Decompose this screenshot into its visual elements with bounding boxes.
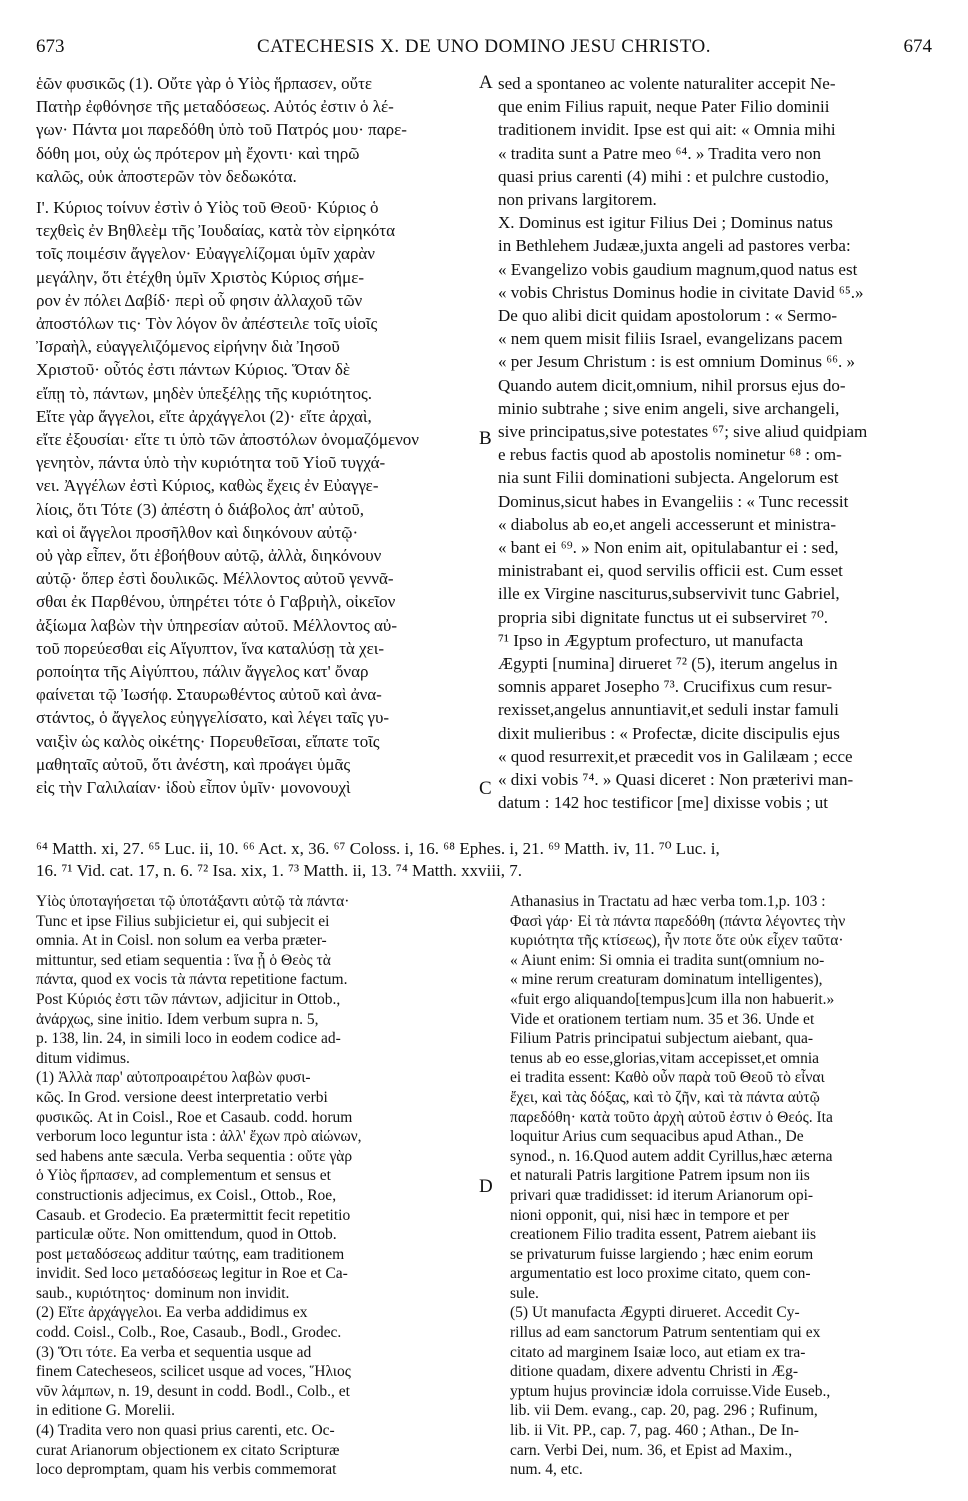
latin-text-line: minio subtrahe ; sive enim angeli, sive archangeli, <box>498 398 840 418</box>
note-line: Tunc et ipse Filius subjicietur ei, qui subjecit ei <box>36 912 330 930</box>
greek-text-line: ἀποστόλων τις· Τὸν λόγον ὃν ἀπέστειλε τοῖς υἱοῖς <box>36 314 378 334</box>
latin-text-line: quasi prius carenti (4) mihi : et pulchre custodio, <box>498 166 829 186</box>
latin-text-line: « per Jesum Christum : is est omnium Dominus ⁶⁶. » <box>498 352 856 372</box>
greek-text-line: Εἴτε γὰρ ἄγγελοι, εἴτε ἀρχάγγελοι (2)· εἴτε ἀρχαὶ, <box>36 406 372 426</box>
note-line: κῶς. In Grod. versione deest interpretatio verbi <box>36 1088 328 1106</box>
margin-letter-d: D <box>479 1176 493 1197</box>
note-line: ditum vidimus. <box>36 1049 130 1067</box>
latin-text-line: sed a spontaneo ac volente naturaliter accepit Ne- <box>498 74 836 93</box>
greek-text-line: τοῖς ποιμέσιν ἄγγελον· Εὐαγγελίζομαι ὑμῖν χαρὰν <box>36 244 375 264</box>
latin-text-line: « nem quem misit filiis Israel, evangelizans pacem <box>498 329 843 349</box>
note-line: ἀνάρχως, sine initio. Idem verbum supra n. 5, <box>36 1010 319 1028</box>
note-line: « mine rerum creaturam dominatum intelligentes), <box>510 971 823 989</box>
note-line: Υἱὸς ὑποταγήσεται τῷ ὑποτάξαντι αὐτῷ τὰ πάντα· <box>36 893 350 910</box>
greek-text-line: καλῶς, οὐκ ἀποστερῶν τὸν δεδωκότα. <box>36 166 297 186</box>
latin-text-line: traditionem invidit. Ipse est qui ait: « Omnia mihi <box>498 120 836 140</box>
greek-text-line: μεγάλην, ὅτι ἐτέχθη ὑμῖν Χριστὸς Κύριος σήμε- <box>36 267 364 287</box>
running-title: CATECHESIS X. DE UNO DOMINO JESU CHRISTO. <box>256 36 711 57</box>
latin-text-line: que enim Filius rapuit, neque Pater Filio dominii <box>498 97 830 117</box>
note-line: rillus ad eam sanctorum Patrum sententiam qui ex <box>510 1324 821 1342</box>
note-line: ei tradita essent: Καθὸ οὖν παρὰ τοῦ Θεοῦ τὸ εἶναι <box>510 1069 825 1087</box>
greek-text-line: τοῦ πορεύεσθαι εἰς Αἴγυπτον, ἵνα καταλύσῃ τὰ χει- <box>36 638 384 658</box>
notes-left-column <box>36 892 486 1480</box>
note-line: « Aiunt enim: Si omnia ei tradita sunt(omnium no- <box>510 951 825 969</box>
greek-text-line: αὐτῷ· ὅπερ ἐστὶ δουλικῶς. Μέλλοντος αὐτοῦ γεννᾶ- <box>36 569 394 589</box>
latin-text-line: De quo alibi dicit quidam apostolorum : « Sermo- <box>498 306 838 326</box>
margin-letter-b: B <box>479 428 492 449</box>
note-line: argumentatio est loco proxime citato, quem con- <box>510 1265 811 1283</box>
note-line: (2) Εἴτε ἀρχάγγελοι. Ea verba addidimus ex <box>36 1304 308 1322</box>
note-line: (3) Ὅτι τότε. Ea verba et sequentia usque ad <box>36 1343 312 1361</box>
latin-text-line: dixit mulieribus : « Profectæ, dicite discipulis ejus <box>498 723 840 743</box>
note-line: (5) Ut manufacta Ægypti dirueret. Accedit Cy- <box>510 1304 800 1322</box>
latin-text-line: « dixi vobis ⁷⁴. » Quasi diceret : Non præterivi man- <box>498 770 854 790</box>
greek-text-line: τεχθεὶς ἐν Βηθλεὲμ τῆς Ἰουδαίας, κατὰ τὸν εἰρηκότα <box>36 221 396 241</box>
greek-text-line: μαθηταῖς αὐτοῦ, ὅτι ἀνέστη, καὶ προάγει ὑμᾶς <box>36 754 351 774</box>
latin-text-line: somnis apparet Josepho ⁷³. Crucifixus cum resur- <box>498 677 833 697</box>
note-line: loco depromptam, quam his verbis commemorat <box>36 1461 337 1479</box>
greek-text-line: ναιξὶν ὡς καλὸς οἰκέτης· Πορευθεῖσαι, εἴπατε τοῖς <box>36 731 380 751</box>
note-line: codd. Coisl., Colb., Roe, Casaub., Bodl., Grodec. <box>36 1324 342 1342</box>
greek-text-line: στάντος, ὁ ἄγγελος εὐηγγελίσατο, καὶ λέγει ταῖς γυ- <box>36 708 390 728</box>
notes-right-column <box>510 892 934 1480</box>
note-line: saub., κυριότητος· dominum non invidit. <box>36 1284 290 1302</box>
note-line: lib. vii Dem. evang., cap. 20, pag. 296 ; Rufinum, <box>510 1402 818 1420</box>
note-line: «fuit ergo aliquando[tempus]cum illa non habuerit.» <box>510 990 835 1008</box>
note-line: ditione quadam, dixere adventu Christi in Æg- <box>510 1363 798 1381</box>
latin-text-line: Quando autem dicit,omnium, nihil prorsus ejus do- <box>498 375 846 395</box>
greek-text-line: ρον ἐν πόλει Δαβίδ· περὶ οὗ φησιν ἀλλαχοῦ τῶν <box>36 290 363 310</box>
greek-text-line <box>36 188 484 196</box>
note-line: Φασὶ γάρ· Εἰ τὰ πάντα παρεδόθη (πάντα λέγοντες τὴν <box>510 912 846 930</box>
note-line: Casaub. et Grodecio. Ea prætermittit fecit repetitio <box>36 1206 351 1224</box>
greek-text-line: γενητὸν, πάντα ὑπὸ τὴν κυριότητα τοῦ Υἱοῦ τυγχά- <box>36 453 386 473</box>
note-line: φυσικῶς. At in Coisl., Roe et Casaub. codd. horum <box>36 1108 353 1126</box>
note-line: curat Arianorum objectionem ex citato Scripturæ <box>36 1441 340 1459</box>
greek-text-line: ἀξίωμα λαβὼν τὴν ὑπηρεσίαν αὐτοῦ. Μέλλοντος αὐ- <box>36 615 397 635</box>
latin-text-line: « Evangelizo vobis gaudium magnum,quod natus est <box>498 259 858 279</box>
note-line: carn. Verbi Dei, num. 36, et Epist ad Maxim., <box>510 1441 793 1459</box>
note-line: constructionis adjecimus, ex Coisl., Ottob., Roe, <box>36 1186 337 1204</box>
latin-text-line: X. Dominus est igitur Filius Dei ; Dominus natus <box>498 213 833 233</box>
latin-text-line: ille ex Virgine nasciturus,subservivit tunc Gabriel, <box>498 584 840 604</box>
greek-text-line: οὐ γὰρ εἶπεν, ὅτι ἐβοήθουν αὐτῷ, ἀλλὰ, διηκόνουν <box>36 546 382 566</box>
note-line: (4) Tradita vero non quasi prius carenti, etc. Oc- <box>36 1422 335 1440</box>
note-line: nioni opponit, qui, nisi hæc in tempore et per <box>510 1206 789 1224</box>
greek-text-line: Ἰσραὴλ, εὐαγγελιζόμενος εἰρήνην διὰ Ἰησοῦ <box>36 337 340 357</box>
note-line: num. 4, etc. <box>510 1461 583 1479</box>
greek-text-line: Χριστοῦ· οὗτός ἐστι πάντων Κύριος. Ὅταν δὲ <box>36 360 351 380</box>
footnote-reference-line: 16. ⁷¹ Vid. cat. 17, n. 6. ⁷² Isa. xix, 1. ⁷³ Matth. ii, 13. ⁷⁴ Matth. xxviii, 7. <box>36 861 523 880</box>
note-line: yptum hujus provinciæ idola corruisse.Vide Euseb., <box>510 1382 831 1400</box>
note-line: Filium Patris principatui subjectum aiebant, qua- <box>510 1030 814 1048</box>
note-line: se privaturum fuisse largiendo ; hæc enim eorum <box>510 1245 814 1263</box>
greek-text-line: λίοις, ὅτι Τότε (3) ἀπέστη ὁ διάβολος ἀπ' αὐτοῦ, <box>36 499 364 519</box>
footnote-references <box>36 838 936 882</box>
greek-text-line: Ι'. Κύριος τοίνυν ἐστὶν ὁ Υἱὸς τοῦ Θεοῦ· Κύριος ὁ <box>36 198 379 218</box>
latin-text-line: rexisset,angelus annuntiavit,et seduli instar famuli <box>498 700 839 720</box>
latin-text-line: nia sunt Filii dominationi subjecta. Angelorum est <box>498 468 839 488</box>
note-line: loquitur Arius cum sequacibus apud Athan., De <box>510 1128 804 1146</box>
note-line: post μεταδόσεως additur ταύτης, eam traditionem <box>36 1245 345 1263</box>
latin-text-line: e rebus factis quod ab apostolis nominetur ⁶⁸ : om- <box>498 445 842 465</box>
greek-text-line: νει. Ἀγγέλων ἐστὶ Κύριος, καθὼς ἔχεις ἐν Εὐαγγε- <box>36 476 379 496</box>
note-line: particulæ οὔτε. Non omittendum, quod in Ottob. <box>36 1226 337 1244</box>
greek-text-line: δόθη μοι, οὐχ ὡς πρότερον μὴ ἔχοντι· καὶ τηρῶ <box>36 143 360 163</box>
greek-text-column <box>36 72 484 799</box>
note-line: creationem Filio tradita essent, Patrem aiebant iis <box>510 1226 817 1244</box>
margin-letter-c: C <box>479 778 492 799</box>
note-line: in editione G. Morelii. <box>36 1402 176 1420</box>
greek-text-line: εἴπῃ τὸ, πάντων, μηδὲν ὑπεξέλῃς τῆς κυριότητος. <box>36 383 372 403</box>
page-number-right: 674 <box>903 36 932 57</box>
latin-text-line: ⁷¹ Ipso in Ægyptum profecturo, ut manufacta <box>498 630 804 650</box>
greek-text-line: γων· Πάντα μοι παρεδόθη ὑπὸ τοῦ Πατρός μου· παρε- <box>36 120 407 140</box>
greek-text-line: ἑῶν φυσικῶς (1). Οὔτε γὰρ ὁ Υἱὸς ἥρπασεν, οὔτε <box>36 74 373 93</box>
latin-text-line: « bant ei ⁶⁹. » Non enim ait, opitulabantur ei : sed, <box>498 538 839 558</box>
latin-text-column <box>498 72 932 815</box>
note-line: omnia. At in Coisl. non solum ea verba præter- <box>36 932 327 950</box>
note-line: verborum loco leguntur ista : ἀλλ' ἔχων πρὸ αἰώνων, <box>36 1128 362 1146</box>
latin-text-line: non privans largitorem. <box>498 190 657 210</box>
greek-text-line: εἴτε ἐξουσίαι· εἴτε τι ὑπὸ τῶν ἀποστόλων ὀνομαζόμενον <box>36 430 419 450</box>
note-line: κυριότητα τῆς κτίσεως), ἦν ποτε ὅτε οὐκ εἶχεν ταῦτα· <box>510 932 844 950</box>
latin-text-line: propria sibi dignitate functus ut ei subserviret ⁷⁰. <box>498 607 829 627</box>
note-line: sule. <box>510 1284 539 1302</box>
note-line: mittuntur, sed etiam sequentia : ἵνα ᾖ ὁ Θεὸς τὰ <box>36 951 331 969</box>
latin-text-line: datum : 142 hoc testificor [me] dixisse vobis ; ut <box>498 793 829 813</box>
greek-text-line: Πατὴρ ἐφθόνησε τῆς μεταδόσεως. Αὐτός ἐστιν ὁ λέ- <box>36 97 394 117</box>
latin-text-line: « tradita sunt a Patre meo ⁶⁴. » Tradita vero non <box>498 143 821 163</box>
margin-letter-a: A <box>479 72 493 93</box>
latin-text-line: ministrabant ei, quod servilis officii est. Cum esset <box>498 561 843 581</box>
latin-text-line: « diabolus ab eo,et angeli accesserunt et ministra- <box>498 514 836 534</box>
note-line: (1) Ἀλλὰ παρ' αὐτοπροαιρέτου λαβὼν φυσι- <box>36 1069 311 1087</box>
greek-text-line: καὶ οἱ ἄγγελοι προσῆλθον καὶ διηκόνουν αὐτῷ· <box>36 522 359 542</box>
note-line: tenus ab eo esse,glorias,vitam accepisset,et omnia <box>510 1049 820 1067</box>
note-line: παρεδόθη· κατὰ τοῦτο ἀρχὴ αὐτοῦ ἐστιν ὁ Θεός. Ita <box>510 1108 833 1126</box>
footnote-reference-line: ⁶⁴ Matth. xi, 27. ⁶⁵ Luc. ii, 10. ⁶⁶ Act. x, 36. ⁶⁷ Coloss. i, 16. ⁶⁸ Ephes. i, 21. ⁶⁹ Matth. iv, 11. ⁷⁰ Luc. i, <box>36 839 720 858</box>
latin-text-line: Ægypti [numina] dirueret ⁷² (5), iterum angelus in <box>498 654 838 674</box>
note-line: Post Κύριός ἐστι τῶν πάντων, adjicitur in Ottob., <box>36 990 341 1008</box>
greek-text-line: ροποίητα τῆς Αἰγύπτου, πάλιν ἄγγελος κατ' ὄναρ <box>36 662 369 682</box>
note-line: Vide et orationem tertiam num. 35 et 36. Unde et <box>510 1010 815 1028</box>
note-line: sed habens ante sæcula. Verba sequentia : οὔτε γὰρ <box>36 1147 353 1165</box>
note-line: lib. ii Vit. PP., cap. 7, pag. 460 ; Athan., De In- <box>510 1422 799 1440</box>
page-number-left: 673 <box>36 36 65 57</box>
note-line: ἔχει, καὶ τὰς δόξας, καὶ τὸ ζῆν, καὶ τὰ πάντα αὐτῷ <box>510 1088 820 1106</box>
greek-text-line: φαίνεται τῷ Ἰωσήφ. Σταυρωθέντος αὐτοῦ καὶ ἀνα- <box>36 685 382 705</box>
note-line: citato ad marginem Isaiæ loco, aut etiam ex tra- <box>510 1343 806 1361</box>
note-line: privari quæ tradidisset: id iterum Arianorum opi- <box>510 1186 814 1204</box>
note-line: ὁ Υἱὸς ἥρπασεν, ad complementum et sensus et <box>36 1167 331 1185</box>
note-line: invidit. Sed loco μεταδόσεως legitur in Roe et Ca- <box>36 1265 348 1283</box>
note-line: νῦν λάμπων, n. 19, desunt in codd. Bodl., Colb., et <box>36 1382 350 1400</box>
note-line: Athanasius in Tractatu ad hæc verba tom.1,p. 103 : <box>510 893 826 910</box>
note-line: πάντα, quod ex vocis τὰ πάντα repetitione factum. <box>36 971 348 989</box>
greek-text-line: εἰς τὴν Γαλιλαίαν· ἰδοὺ εἶπον ὑμῖν· μονονουχὶ <box>36 778 351 798</box>
note-line: p. 138, lin. 24, in simili loco in eodem codice ad- <box>36 1030 341 1048</box>
greek-text-line: σθαι ἐκ Παρθένου, ὑπηρέτει τότε ὁ Γαβριὴλ, οἰκεῖον <box>36 592 396 612</box>
note-line: et naturali Patris largitione Patrem ipsum non iis <box>510 1167 810 1185</box>
note-line: synod., n. 16.Quod autem addit Cyrillus,hæc æterna <box>510 1147 833 1165</box>
page-header <box>36 36 932 66</box>
latin-text-line: in Bethlehem Judææ,juxta angeli ad pastores verba: <box>498 236 851 256</box>
latin-text-line: Dominus,sicut habes in Evangeliis : « Tunc recessit <box>498 491 849 511</box>
latin-text-line: sive principatus,sive potestates ⁶⁷; sive aliud quidpiam <box>498 422 868 442</box>
latin-text-line: « vobis Christus Dominus hodie in civitate David ⁶⁵.» <box>498 282 864 302</box>
note-line: finem Catecheseos, scilicet usque ad voces, Ἥλιος <box>36 1363 351 1381</box>
latin-text-line: « quod resurrexit,et præcedit vos in Galilæam ; ecce <box>498 746 853 766</box>
